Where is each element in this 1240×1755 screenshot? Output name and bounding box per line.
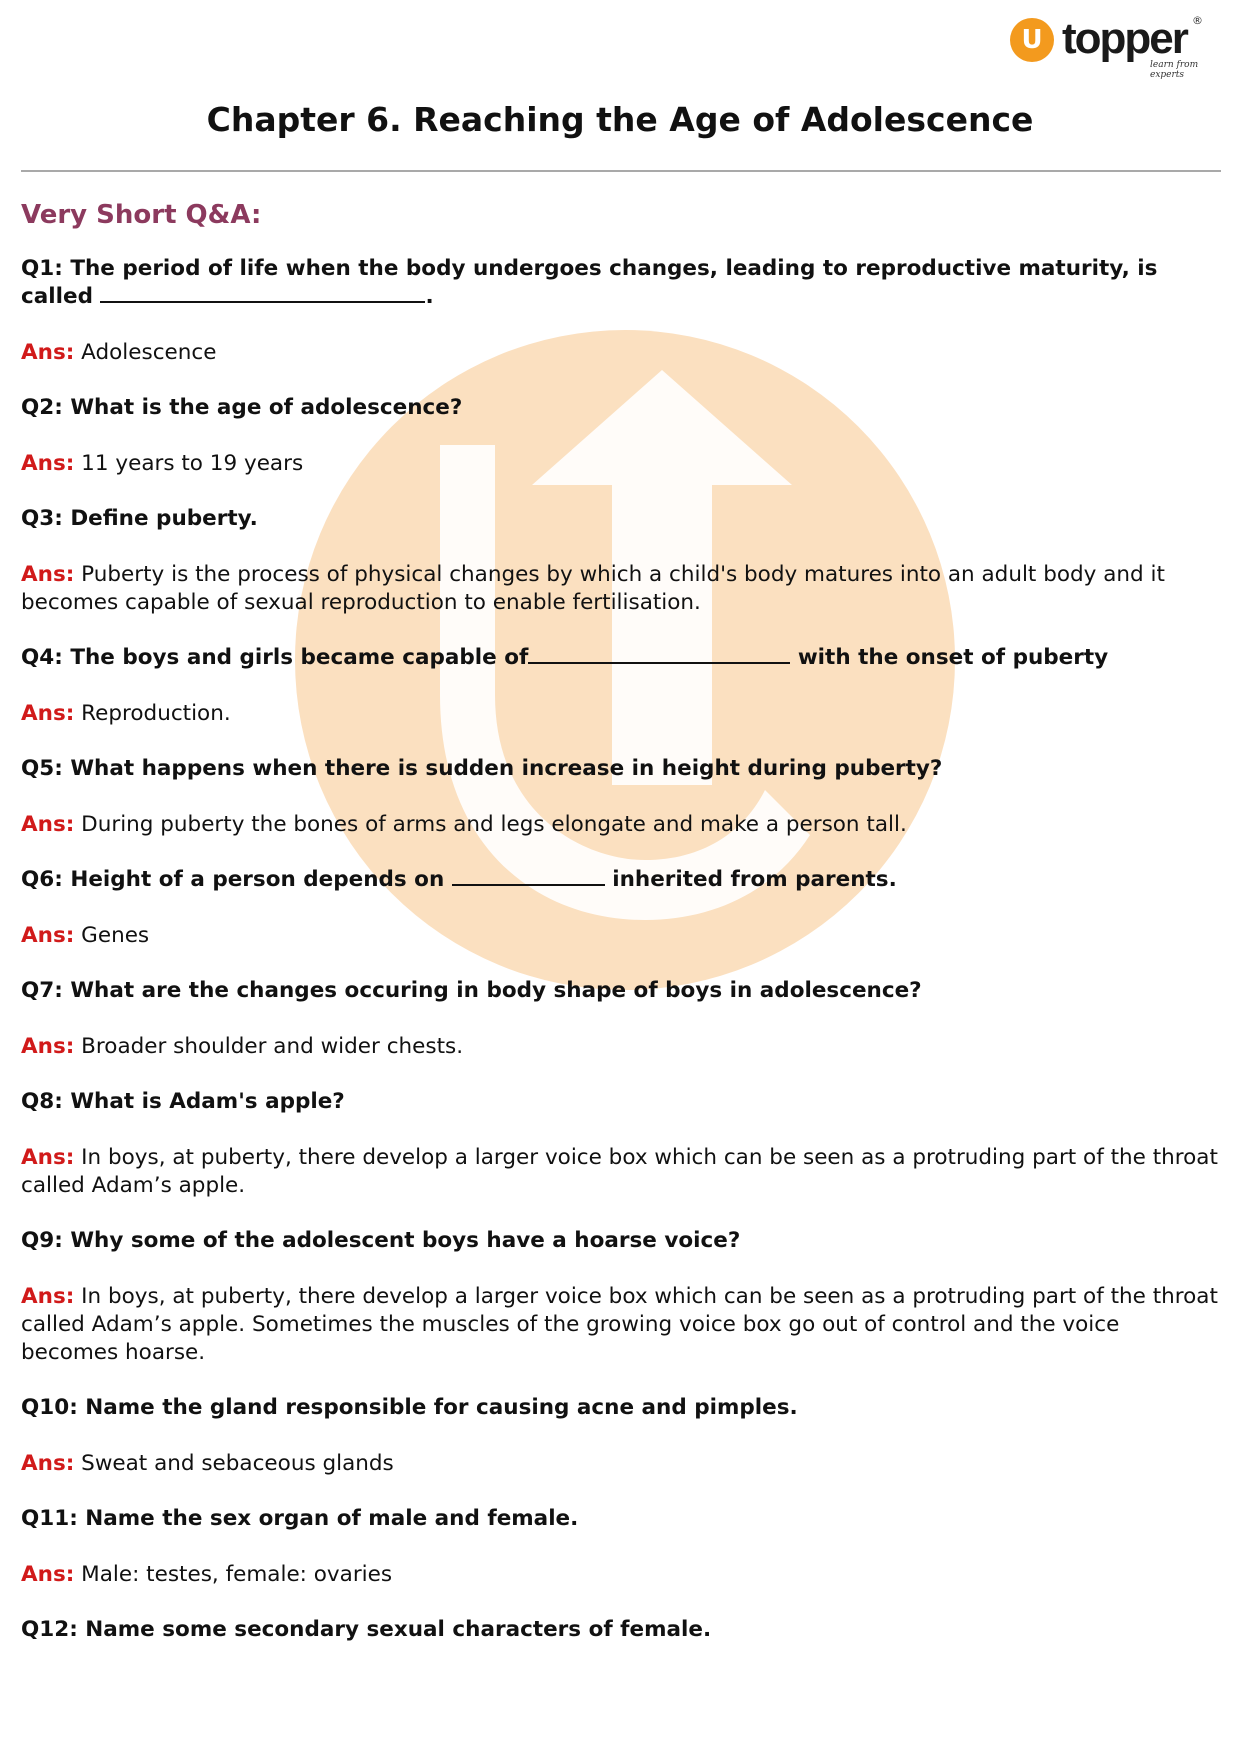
question-text-end: inherited from parents. bbox=[604, 867, 897, 892]
answer-1 bbox=[21, 339, 1221, 367]
fill-blank bbox=[528, 644, 790, 664]
answer-text: In boys, at puberty, there develop a larger voice box which can be seen as a protruding part of the throat called Adam’s apple. bbox=[21, 1145, 1218, 1198]
qa-item-5 bbox=[21, 755, 1221, 839]
answer-label: Ans: bbox=[21, 1562, 75, 1587]
qa-item-11 bbox=[21, 1505, 1221, 1589]
question-text-end: with the onset of puberty bbox=[790, 645, 1109, 670]
question-1 bbox=[21, 255, 1221, 311]
qa-item-3 bbox=[21, 505, 1221, 617]
question-5: Q5: What happens when there is sudden increase in height during puberty? bbox=[21, 756, 943, 781]
question-9: Q9: Why some of the adolescent boys have a hoarse voice? bbox=[21, 1228, 741, 1253]
question-6 bbox=[21, 866, 1221, 894]
qa-list bbox=[21, 255, 1221, 1672]
answer-text: Sweat and sebaceous glands bbox=[74, 1451, 394, 1476]
question-text: Q4: The boys and girls became capable of bbox=[21, 645, 529, 670]
question-text-end: . bbox=[425, 284, 434, 309]
answer-7 bbox=[21, 1033, 1221, 1061]
fill-blank bbox=[100, 283, 425, 303]
answer-text: During puberty the bones of arms and legs elongate and make a person tall. bbox=[74, 812, 907, 837]
question-12: Q12: Name some secondary sexual characters of female. bbox=[21, 1617, 712, 1642]
question-4 bbox=[21, 644, 1221, 672]
answer-label: Ans: bbox=[21, 562, 75, 587]
answer-label: Ans: bbox=[21, 923, 75, 948]
answer-9 bbox=[21, 1283, 1221, 1367]
question-7: Q7: What are the changes occuring in body shape of boys in adolescence? bbox=[21, 978, 922, 1003]
answer-text: In boys, at puberty, there develop a larger voice box which can be seen as a protruding part of the throat called Adam’s apple. Sometimes the muscles of the growing voice box go out of control and the voice becomes hoarse. bbox=[21, 1284, 1218, 1365]
topper-logo-wordmark: topper bbox=[1062, 14, 1187, 63]
page-title: Chapter 6. Reaching the Age of Adolescence bbox=[206, 100, 1034, 139]
answer-2 bbox=[21, 450, 1221, 478]
answer-label: Ans: bbox=[21, 451, 75, 476]
qa-item-4 bbox=[21, 644, 1221, 728]
answer-text: Broader shoulder and wider chests. bbox=[74, 1034, 464, 1059]
qa-item-10 bbox=[21, 1394, 1221, 1478]
answer-text: Puberty is the process of physical changes by which a child's body matures into an adult body and it becomes capable of sexual reproduction to enable fertilisation. bbox=[21, 562, 1165, 615]
question-11: Q11: Name the sex organ of male and female. bbox=[21, 1506, 579, 1531]
answer-4 bbox=[21, 700, 1221, 728]
qa-item-9 bbox=[21, 1227, 1221, 1367]
answer-text: Genes bbox=[74, 923, 150, 948]
answer-6 bbox=[21, 922, 1221, 950]
answer-label: Ans: bbox=[21, 340, 75, 365]
answer-text: Reproduction. bbox=[74, 701, 231, 726]
question-8: Q8: What is Adam's apple? bbox=[21, 1089, 345, 1114]
answer-label: Ans: bbox=[21, 701, 75, 726]
question-text: Q1: The period of life when the body undergoes changes, leading to reproductive maturity, is called bbox=[21, 256, 1158, 309]
answer-10 bbox=[21, 1450, 1221, 1478]
topper-logo bbox=[1010, 14, 1210, 80]
qa-item-12 bbox=[21, 1616, 1221, 1644]
answer-text: Male: testes, female: ovaries bbox=[74, 1562, 393, 1587]
question-10: Q10: Name the gland responsible for causing acne and pimples. bbox=[21, 1395, 798, 1420]
fill-blank bbox=[452, 866, 605, 886]
qa-item-2 bbox=[21, 394, 1221, 478]
answer-label: Ans: bbox=[21, 812, 75, 837]
topper-logo-icon: U bbox=[1010, 18, 1054, 62]
answer-5 bbox=[21, 811, 1221, 839]
answer-label: Ans: bbox=[21, 1145, 75, 1170]
answer-3 bbox=[21, 561, 1221, 617]
qa-item-6 bbox=[21, 866, 1221, 950]
qa-item-1 bbox=[21, 255, 1221, 367]
question-2: Q2: What is the age of adolescence? bbox=[21, 395, 463, 420]
section-title: Very Short Q&A: bbox=[21, 200, 262, 230]
answer-text: Adolescence bbox=[74, 340, 217, 365]
qa-item-8 bbox=[21, 1088, 1221, 1200]
question-3: Q3: Define puberty. bbox=[21, 506, 258, 531]
answer-label: Ans: bbox=[21, 1284, 75, 1309]
answer-text: 11 years to 19 years bbox=[74, 451, 304, 476]
logo-tagline: learn from experts bbox=[1150, 60, 1199, 80]
registered-mark: ® bbox=[1192, 14, 1203, 27]
answer-label: Ans: bbox=[21, 1451, 75, 1476]
answer-11 bbox=[21, 1561, 1221, 1589]
answer-8 bbox=[21, 1144, 1221, 1200]
qa-item-7 bbox=[21, 977, 1221, 1061]
title-divider bbox=[21, 170, 1221, 172]
answer-label: Ans: bbox=[21, 1034, 75, 1059]
question-text: Q6: Height of a person depends on bbox=[21, 867, 452, 892]
